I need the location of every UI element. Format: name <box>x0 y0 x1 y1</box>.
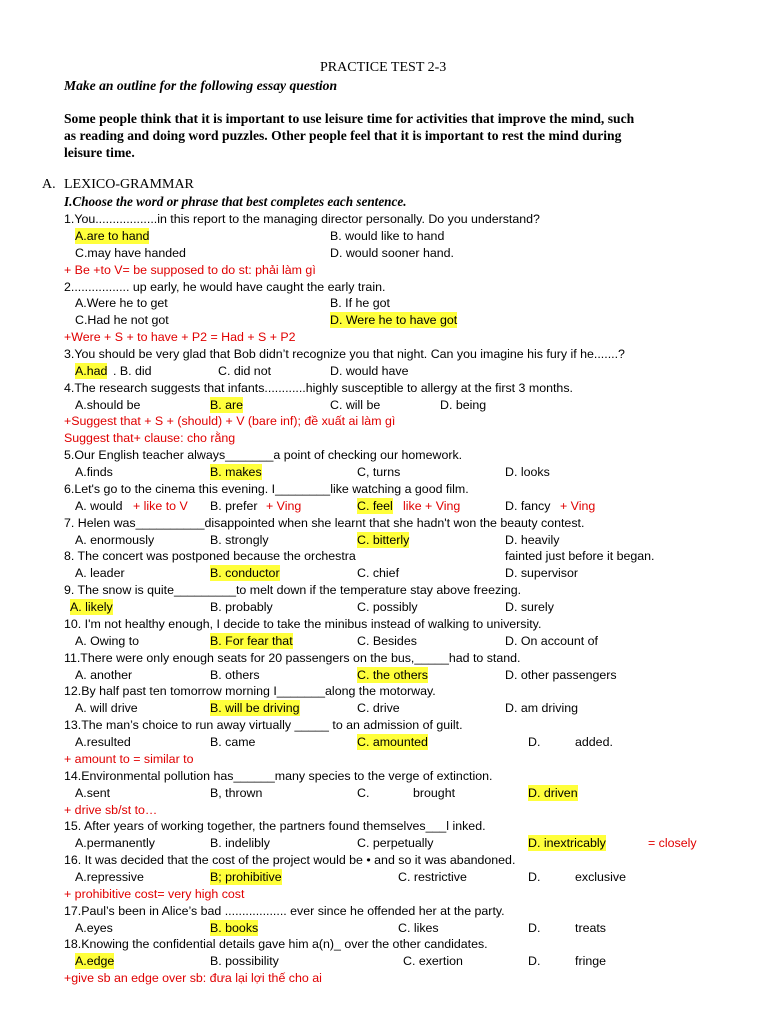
line-text: 16. It was decided that the cost of the project would be • and so it was abandoned. <box>64 853 516 868</box>
line-text: C.Had he not got <box>75 313 169 328</box>
line-text: brought <box>413 785 456 800</box>
line-text: D. <box>528 920 541 935</box>
highlighted-answer: D. driven <box>528 785 578 800</box>
line-text: B. indelibly <box>210 836 270 851</box>
line-text: A.permanently <box>75 836 155 851</box>
line-text: C. <box>357 785 370 800</box>
highlighted-answer: B. For fear that <box>210 633 293 648</box>
line-text: B. others <box>210 667 260 682</box>
highlighted-answer: D. inextricably <box>528 836 606 851</box>
line-text: Suggest that+ clause: cho rằng <box>64 431 236 446</box>
highlighted-answer: A.are to hand <box>75 228 150 243</box>
line-text: 14.Environmental pollution has______many species to the verge of extinction. <box>64 768 493 783</box>
line-text: A.finds <box>75 465 113 480</box>
highlighted-answer: B. conductor <box>210 566 280 581</box>
section-heading: LEXICO-GRAMMAR <box>64 177 194 192</box>
line-text: A. leader <box>75 566 125 581</box>
line-text: D. would sooner hand. <box>330 245 454 260</box>
line-text: C. perpetually <box>357 836 434 851</box>
page-title: PRACTICE TEST 2-3 <box>320 60 447 75</box>
line-text: B. would like to hand <box>330 228 445 243</box>
highlighted-answer: A. likely <box>70 600 113 614</box>
line-text: D. am driving <box>505 701 578 716</box>
line-text: fainted just before it began. <box>505 549 655 564</box>
highlighted-answer: B; prohibitive <box>210 869 282 884</box>
line-text: +Suggest that + S + (should) + V (bare inf); đề xuất ai làm gì <box>64 414 396 429</box>
grammar-note: = closely <box>648 836 697 851</box>
line-text: treats <box>575 920 606 935</box>
highlighted-answer: B. makes <box>210 465 262 480</box>
grammar-note: + like to V <box>133 498 188 513</box>
line-text: C. drive <box>357 701 400 716</box>
line-text: B. possibility <box>210 954 279 969</box>
line-text: +give sb an edge over sb: đưa lại lợi thế cho ai <box>64 971 322 986</box>
highlighted-answer: C. bitterly <box>357 532 410 547</box>
line-text: 8. The concert was postponed because the orchestra <box>64 549 356 564</box>
line-text: + amount to = similar to <box>64 751 194 766</box>
grammar-note: + Ving <box>560 498 596 513</box>
line-text: C. chief <box>357 566 400 581</box>
line-text: D. <box>528 869 541 884</box>
highlighted-answer: C. feel <box>357 498 393 513</box>
line-text: 3.You should be very glad that Bob didn’t recognize you that night. Can you imagine his fury if he.......? <box>64 347 625 361</box>
highlighted-answer: D. Were he to have got <box>330 313 458 328</box>
line-text: A.eyes <box>75 920 113 935</box>
line-text: A.resulted <box>75 735 131 749</box>
line-text: B. If he got <box>330 296 390 311</box>
line-text: 9. The snow is quite_________to melt down if the temperature stay above freezing. <box>64 583 522 598</box>
line-text: 17.Paul’s been in Alice’s bad .................. ever since he offended her at the party. <box>64 903 505 918</box>
line-text: B. strongly <box>210 532 269 547</box>
line-text: A. will drive <box>75 701 138 716</box>
line-text: B. probably <box>210 600 273 614</box>
highlighted-answer: A.had <box>75 363 108 378</box>
line-text: exclusive <box>575 869 626 884</box>
line-text: A. another <box>75 667 133 682</box>
line-text: D. other passengers <box>505 667 617 682</box>
essay-instruction: Make an outline for the following essay question <box>64 78 338 93</box>
line-text: added. <box>575 735 613 749</box>
line-text: 18.Knowing the confidential details gave him a(n)_ over the other candidates. <box>64 937 488 952</box>
line-text: D. <box>528 954 541 969</box>
line-text: 1.You..................in this report to the managing director personally. Do you understand? <box>64 212 540 226</box>
line-text: 15. After years of working together, the partners found themselves___l inked. <box>64 819 486 834</box>
line-text: C. restrictive <box>398 869 467 884</box>
highlighted-answer: B. will be driving <box>210 701 300 716</box>
line-text: C. exertion <box>403 954 463 969</box>
line-text: B. prefer <box>210 498 258 513</box>
highlighted-answer: C. the others <box>357 667 428 682</box>
line-text: C. will be <box>330 397 381 412</box>
line-text: D. On account of <box>505 633 598 648</box>
essay-question-line: as reading and doing word puzzles. Other people feel that it is important to rest the mind during <box>64 128 622 143</box>
line-text: A.Were he to get <box>75 296 168 311</box>
line-text: D. fancy <box>505 498 551 513</box>
line-text: C. did not <box>218 363 272 378</box>
line-text: A. would <box>75 498 123 513</box>
line-text: C. likes <box>398 920 439 935</box>
line-text: D. would have <box>330 363 409 378</box>
line-text: D. heavily <box>505 532 560 547</box>
line-text: 10. I'm not healthy enough, I decide to take the minibus instead of walking to university. <box>64 616 542 631</box>
line-text: 6.Let's go to the cinema this evening. I________like watching a good film. <box>64 481 469 496</box>
line-text: D. surely <box>505 600 554 614</box>
essay-question-line: leisure time. <box>64 145 135 160</box>
highlighted-answer: B. books <box>210 920 259 935</box>
line-text: C, turns <box>357 465 401 480</box>
line-text: D. supervisor <box>505 566 578 581</box>
line-text: 13.The man’s choice to run away virtually _____ to an admission of guilt. <box>64 718 463 733</box>
line-text: + prohibitive cost= very high cost <box>64 886 245 901</box>
highlighted-answer: B. are <box>210 397 244 412</box>
line-text: B, thrown <box>210 785 263 800</box>
line-text: A.sent <box>75 785 111 800</box>
line-text: D. looks <box>505 465 550 480</box>
line-text: 5.Our English teacher always_______a point of checking our homework. <box>64 448 463 463</box>
section-letter: A. <box>42 177 56 192</box>
highlighted-answer: C. amounted <box>357 735 428 749</box>
line-text: + drive sb/st to… <box>64 802 158 817</box>
line-text: + Be +to V= be supposed to do st: phải làm gì <box>64 262 316 277</box>
line-text: D. <box>528 735 541 749</box>
line-text: 4.The research suggests that infants............highly susceptible to allergy at the first 3 months. <box>64 380 573 395</box>
line-text: +Were + S + to have + P2 = Had + S + P2 <box>64 330 296 345</box>
grammar-note: + Ving <box>266 498 302 513</box>
essay-question-line: Some people think that it is important to use leisure time for activities that improve the mind, such <box>64 111 635 126</box>
line-text: C. possibly <box>357 600 418 614</box>
line-text: 2................. up early, he would have caught the early train. <box>64 279 386 294</box>
highlighted-answer: A.edge <box>75 954 115 969</box>
line-text: D. being <box>440 397 487 412</box>
line-text: 12.By half past ten tomorrow morning I_______along the motorway. <box>64 684 436 699</box>
line-text: . B. did <box>113 363 152 378</box>
line-text: 11.There were only enough seats for 20 passengers on the bus,_____had to stand. <box>64 650 521 665</box>
line-text: fringe <box>575 954 606 969</box>
line-text: A. enormously <box>75 532 155 547</box>
line-text: A. Owing to <box>75 633 140 648</box>
line-text: A.repressive <box>75 869 144 884</box>
subsection-instruction: I.Choose the word or phrase that best completes each sentence. <box>64 194 407 209</box>
line-text: C.may have handed <box>75 245 186 260</box>
line-text: C. Besides <box>357 633 417 648</box>
line-text: B. came <box>210 735 256 749</box>
line-text: 7. Helen was__________disappointed when she learnt that she hadn't won the beauty contest. <box>64 515 585 530</box>
grammar-note: like + Ving <box>403 498 461 513</box>
line-text: A.should be <box>75 397 141 412</box>
